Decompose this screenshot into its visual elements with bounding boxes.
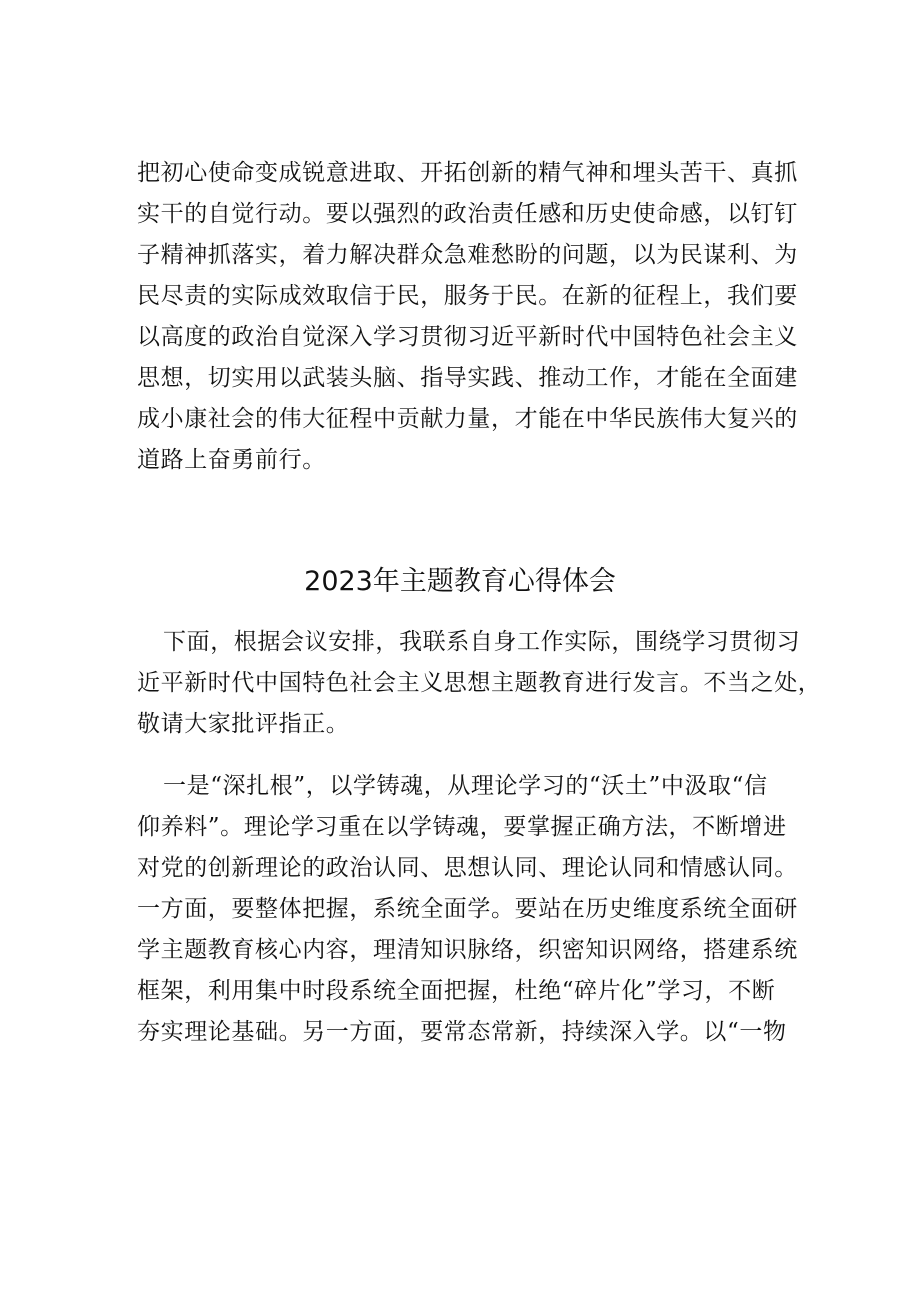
paragraph-line: 近平新时代中国特色社会主义思想主题教育进行发言。不当之处，: [137, 670, 822, 696]
paragraph-line: 仰养料”。理论学习重在以学铸魂，要掌握正确方法，不断增进: [137, 814, 787, 840]
paragraph-line: 把初心使命变成锐意进取、开拓创新的精气神和埋头苦干、真抓: [137, 160, 798, 186]
paragraph-point-one: [137, 766, 798, 1053]
paragraph-line: 夯实理论基础。另一方面，要常态常新，持续深入学。以“一物: [137, 1019, 787, 1045]
paragraph-line: 对党的创新理论的政治认同、思想认同、理论认同和情感认同。: [137, 855, 798, 881]
paragraph-intro: [137, 622, 822, 745]
paragraph-line: 学主题教育核心内容，理清知识脉络，织密知识网络，搭建系统: [137, 937, 798, 963]
paragraph-line: 实干的自觉行动。要以强烈的政治责任感和历史使命感，以钉钉: [137, 201, 798, 227]
paragraph-line: 一方面，要整体把握，系统全面学。要站在历史维度系统全面研: [137, 896, 798, 922]
paragraph-line: 敬请大家批评指正。: [137, 711, 350, 737]
paragraph-line: 思想，切实用以武装头脑、指导实践、推动工作，才能在全面建: [137, 365, 798, 391]
paragraph-line: 下面，根据会议安排，我联系自身工作实际，围绕学习贯彻习: [163, 629, 801, 655]
paragraph-line: 以高度的政治自觉深入学习贯彻习近平新时代中国特色社会主义: [137, 324, 798, 350]
paragraph-line: 民尽责的实际成效取信于民，服务于民。在新的征程上，我们要: [137, 283, 798, 309]
paragraph-line: 一是“深扎根”，以学铸魂，从理论学习的“沃土”中汲取“信: [163, 773, 768, 799]
paragraph-line: 子精神抓落实，着力解决群众急难愁盼的问题，以为民谋利、为: [137, 242, 798, 268]
paragraph-line: 成小康社会的伟大征程中贡献力量，才能在中华民族伟大复兴的: [137, 406, 798, 432]
paragraph-line: 框架，利用集中时段系统全面把握，杜绝“碎片化”学习，不断: [137, 978, 776, 1004]
document-title: 2023年主题教育心得体会: [304, 566, 616, 597]
paragraph-continuation: [137, 153, 798, 481]
paragraph-line: 道路上奋勇前行。: [137, 447, 326, 473]
